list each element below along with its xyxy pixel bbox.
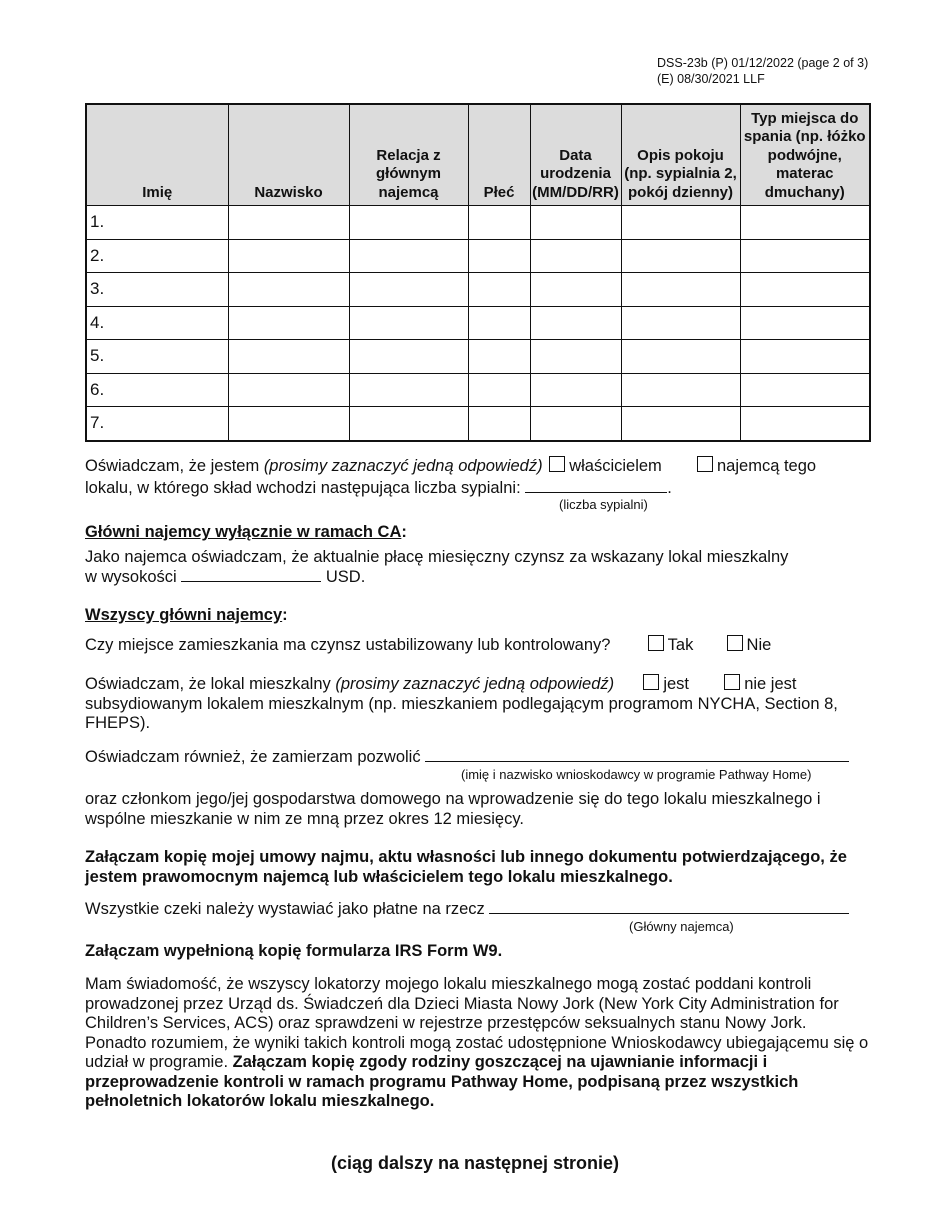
row-number: 6. — [90, 379, 105, 399]
table-cell[interactable] — [621, 340, 740, 374]
table-cell[interactable] — [468, 373, 530, 407]
row-first-name-cell[interactable] — [86, 273, 228, 307]
acs-statement: Mam świadomość, że wszyscy lokatorzy mojego lokalu mieszkalnego mogą zostać poddani kontroli prowadzonej przez Urząd ds. Świadczeń dla Dzieci Miasta Nowy Jork (New York City Administration for Children’s Services, ACS) oraz sprawdzeni w rejestrze przestępców seksualnych stanu Nowy Jork. Ponadto rozumiem, że wyniki takich kontroli mogą zostać udostępnione Wnioskodawcy ubiegającemu się o udział w programie. Załączam kopię zgody rodziny goszczącej na ujawnianie informacji i przeprowadzenie kontroli w ramach programu Pathway Home, podpisaną przez wszystkich pełnoletnich lokatorów lokalu mieszkalnego. — [85, 975, 869, 1110]
applicant-name-field[interactable] — [425, 761, 849, 762]
rent-amount-field[interactable] — [181, 581, 321, 582]
column-header-room-description: Opis pokoju (np. sypialnia 2, pokój dzienny) — [621, 104, 740, 206]
ca-rent-line-1: Jako najemca oświadczam, że aktualnie płacę miesięczny czynsz za wskazany lokal mieszkalny — [85, 548, 789, 566]
bedrooms-sublabel: (liczba sypialni) — [559, 497, 648, 512]
checks-payable-line: Wszystkie czeki należy wystawiać jako płatne na rzecz — [85, 900, 870, 920]
w9-attachment-statement: Załączam wypełnioną kopię formularza IRS Form W9. — [85, 942, 503, 960]
table-cell[interactable] — [621, 407, 740, 441]
table-cell[interactable] — [740, 306, 870, 340]
table-cell[interactable] — [349, 340, 468, 374]
row-number: 1. — [90, 212, 105, 232]
table-row — [86, 206, 870, 240]
table-cell[interactable] — [740, 273, 870, 307]
table-row — [86, 373, 870, 407]
row-first-name-cell[interactable] — [86, 373, 228, 407]
bedrooms-count-field[interactable] — [525, 492, 667, 493]
owner-checkbox[interactable] — [549, 456, 565, 472]
table-cell[interactable] — [740, 239, 870, 273]
table-cell[interactable] — [621, 239, 740, 273]
ca-section-heading: Główni najemcy wyłącznie w ramach CA: — [85, 523, 407, 541]
table-cell[interactable] — [228, 407, 349, 441]
table-cell[interactable] — [740, 407, 870, 441]
table-cell[interactable] — [530, 340, 621, 374]
table-cell[interactable] — [228, 340, 349, 374]
table-cell[interactable] — [228, 206, 349, 240]
column-header-relation: Relacja z głównym najemcą — [349, 104, 468, 206]
payee-sublabel: (Główny najemca) — [629, 919, 734, 934]
rent-controlled-yes-checkbox[interactable] — [648, 635, 664, 651]
table-row — [86, 340, 870, 374]
table-cell[interactable] — [468, 239, 530, 273]
table-cell[interactable] — [530, 206, 621, 240]
row-first-name-cell[interactable] — [86, 407, 228, 441]
table-cell[interactable] — [468, 306, 530, 340]
row-first-name-cell[interactable] — [86, 206, 228, 240]
subsidized-is-not-checkbox[interactable] — [724, 674, 740, 690]
column-header-last-name: Nazwisko — [228, 104, 349, 206]
column-header-sleeping-place: Typ miejsca do spania (np. łóżko podwójne, materac dmuchany) — [740, 104, 870, 206]
subsidized-is-checkbox[interactable] — [643, 674, 659, 690]
table-cell[interactable] — [621, 306, 740, 340]
row-first-name-cell[interactable] — [86, 340, 228, 374]
table-cell[interactable] — [349, 407, 468, 441]
column-header-birth-date: Data urodzenia (MM/DD/RR) — [530, 104, 621, 206]
row-number: 2. — [90, 245, 105, 265]
tenant-checkbox[interactable] — [697, 456, 713, 472]
row-number: 5. — [90, 346, 105, 366]
rent-controlled-no-checkbox[interactable] — [727, 635, 743, 651]
subsidized-statement: Oświadczam, że lokal mieszkalny (prosimy zaznaczyć jedną odpowiedź) jest nie jest subsydiowanym lokalem mieszkalnym (np. mieszkaniem podlegającym programom NYCHA, Section 8, FHEPS). — [85, 675, 838, 732]
row-first-name-cell[interactable] — [86, 239, 228, 273]
table-cell[interactable] — [530, 306, 621, 340]
table-cell[interactable] — [740, 206, 870, 240]
table-cell[interactable] — [530, 373, 621, 407]
table-cell[interactable] — [740, 340, 870, 374]
table-cell[interactable] — [349, 373, 468, 407]
payee-name-field[interactable] — [489, 913, 849, 914]
lease-attachment-statement: Załączam kopię mojej umowy najmu, aktu własności lub innego dokumentu potwierdzającego, że jestem prawomocnym najemcą lub właścicielem tego lokalu mieszkalnego. — [85, 848, 847, 886]
table-cell[interactable] — [228, 239, 349, 273]
table-cell[interactable] — [621, 273, 740, 307]
table-cell[interactable] — [228, 273, 349, 307]
owner-statement: Oświadczam, że jestem (prosimy zaznaczyć jedną odpowiedź) właścicielem najemcą tego — [85, 457, 817, 475]
row-number: 4. — [90, 312, 105, 332]
continued-footer: (ciąg dalszy na następnej stronie) — [330, 1153, 620, 1173]
table-cell[interactable] — [621, 206, 740, 240]
table-row — [86, 273, 870, 307]
table-cell[interactable] — [349, 206, 468, 240]
table-cell[interactable] — [468, 407, 530, 441]
rent-controlled-question: Czy miejsce zamieszkania ma czynsz ustabilizowany lub kontrolowany? Tak Nie — [85, 636, 772, 654]
table-cell[interactable] — [349, 306, 468, 340]
table-header-row — [86, 104, 870, 206]
table-cell[interactable] — [228, 306, 349, 340]
table-cell[interactable] — [530, 273, 621, 307]
column-header-first-name: Imię — [86, 104, 228, 206]
table-cell[interactable] — [468, 206, 530, 240]
table-cell[interactable] — [530, 239, 621, 273]
all-tenants-heading: Wszyscy główni najemcy: — [85, 606, 288, 624]
row-first-name-cell[interactable] — [86, 306, 228, 340]
household-members-table — [85, 103, 871, 442]
column-header-sex: Płeć — [468, 104, 530, 206]
allow-statement-continued: oraz członkom jego/jej gospodarstwa domowego na wprowadzenie się do tego lokalu mieszkalnego i wspólne mieszkanie w nim ze mną przez okres 12 miesięcy. — [85, 790, 821, 828]
row-number: 7. — [90, 413, 105, 433]
table-row — [86, 407, 870, 441]
table-row — [86, 239, 870, 273]
table-cell[interactable] — [530, 407, 621, 441]
bedrooms-line: lokalu, w którego skład wchodzi następująca liczba sypialni: . — [85, 479, 672, 497]
row-number: 3. — [90, 279, 105, 299]
table-cell[interactable] — [349, 273, 468, 307]
allow-statement: Oświadczam również, że zamierzam pozwolić — [85, 748, 870, 768]
table-row — [86, 306, 870, 340]
form-id: DSS-23b (P) 01/12/2022 (page 2 of 3) — [657, 56, 869, 70]
table-cell[interactable] — [621, 373, 740, 407]
table-cell[interactable] — [740, 373, 870, 407]
applicant-name-sublabel: (imię i nazwisko wnioskodawcy w programie Pathway Home) — [461, 767, 812, 782]
table-cell[interactable] — [349, 239, 468, 273]
table-cell[interactable] — [228, 373, 349, 407]
table-cell[interactable] — [468, 340, 530, 374]
form-header — [657, 55, 868, 87]
english-version-date: (E) 08/30/2021 LLF — [657, 72, 765, 86]
table-cell[interactable] — [468, 273, 530, 307]
ca-rent-line-2: w wysokości USD. — [85, 568, 366, 586]
